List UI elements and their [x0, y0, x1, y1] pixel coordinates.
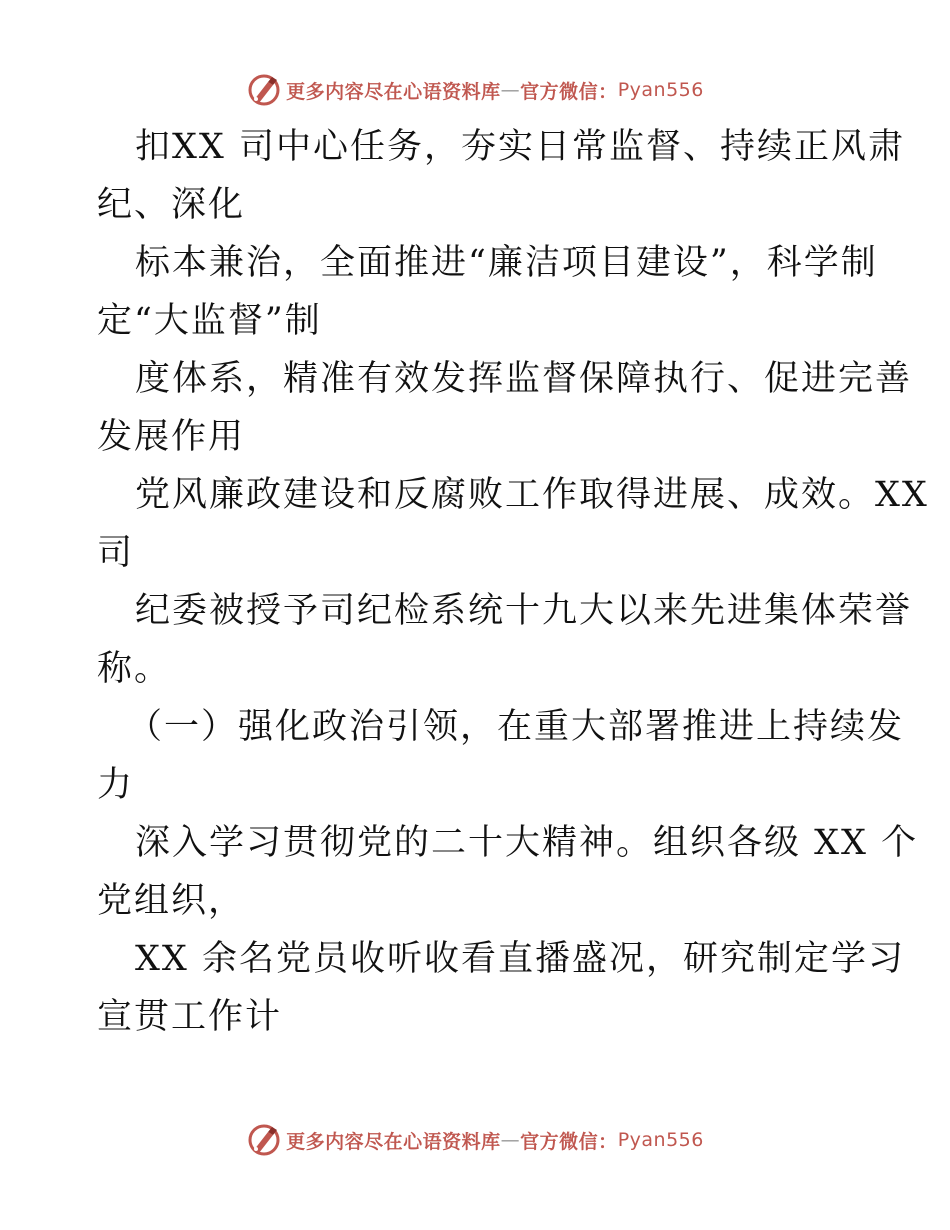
watermark-official: 官方微信： — [520, 1130, 618, 1153]
section-heading: （一）强化政治引领，在重大部署推进上持续发 — [127, 707, 905, 747]
text-line: 发展作用 — [97, 417, 246, 457]
text-line: 标本兼治，全面推进“廉洁项目建设”，科学制 — [135, 243, 878, 283]
watermark-id: Pyan556 — [617, 79, 704, 101]
text-line: 扣XX 司中心任务，夯实日常监督、持续正风肃 — [135, 127, 905, 167]
header-watermark — [0, 70, 950, 110]
text-line: 深入学习贯彻党的二十大精神。组织各级 XX 个 — [135, 823, 919, 863]
text-line: 纪、深化 — [97, 185, 246, 225]
watermark-official: 官方微信： — [520, 80, 618, 103]
text-line: 司 — [97, 533, 135, 573]
watermark-text: 更多内容尽在心语资料库 — [286, 80, 501, 103]
text-line: 称。 — [97, 649, 172, 689]
pen-circle-logo-icon — [246, 1122, 282, 1158]
text-line: 纪委被授予司纪检系统十九大以来先进集体荣誉 — [135, 591, 913, 631]
watermark-dash: — — [500, 79, 521, 101]
watermark-id: Pyan556 — [617, 1129, 704, 1151]
text-line: 定“大监督”制 — [97, 301, 322, 341]
text-line: 党风廉政建设和反腐败工作取得进展、成效。XX — [135, 475, 929, 515]
watermark-dash: — — [500, 1129, 521, 1151]
text-line: 度体系，精准有效发挥监督保障执行、促进完善 — [135, 359, 913, 399]
text-line: XX 余名党员收听收看直播盛况，研究制定学习 — [135, 939, 905, 979]
watermark-text: 更多内容尽在心语资料库 — [286, 1130, 501, 1153]
pen-circle-logo-icon — [246, 72, 282, 108]
footer-watermark — [0, 1120, 950, 1160]
text-line: 力 — [97, 765, 135, 805]
body-text — [97, 118, 929, 1046]
text-line: 宣贯工作计 — [97, 997, 283, 1037]
text-line: 党组织， — [97, 881, 246, 921]
